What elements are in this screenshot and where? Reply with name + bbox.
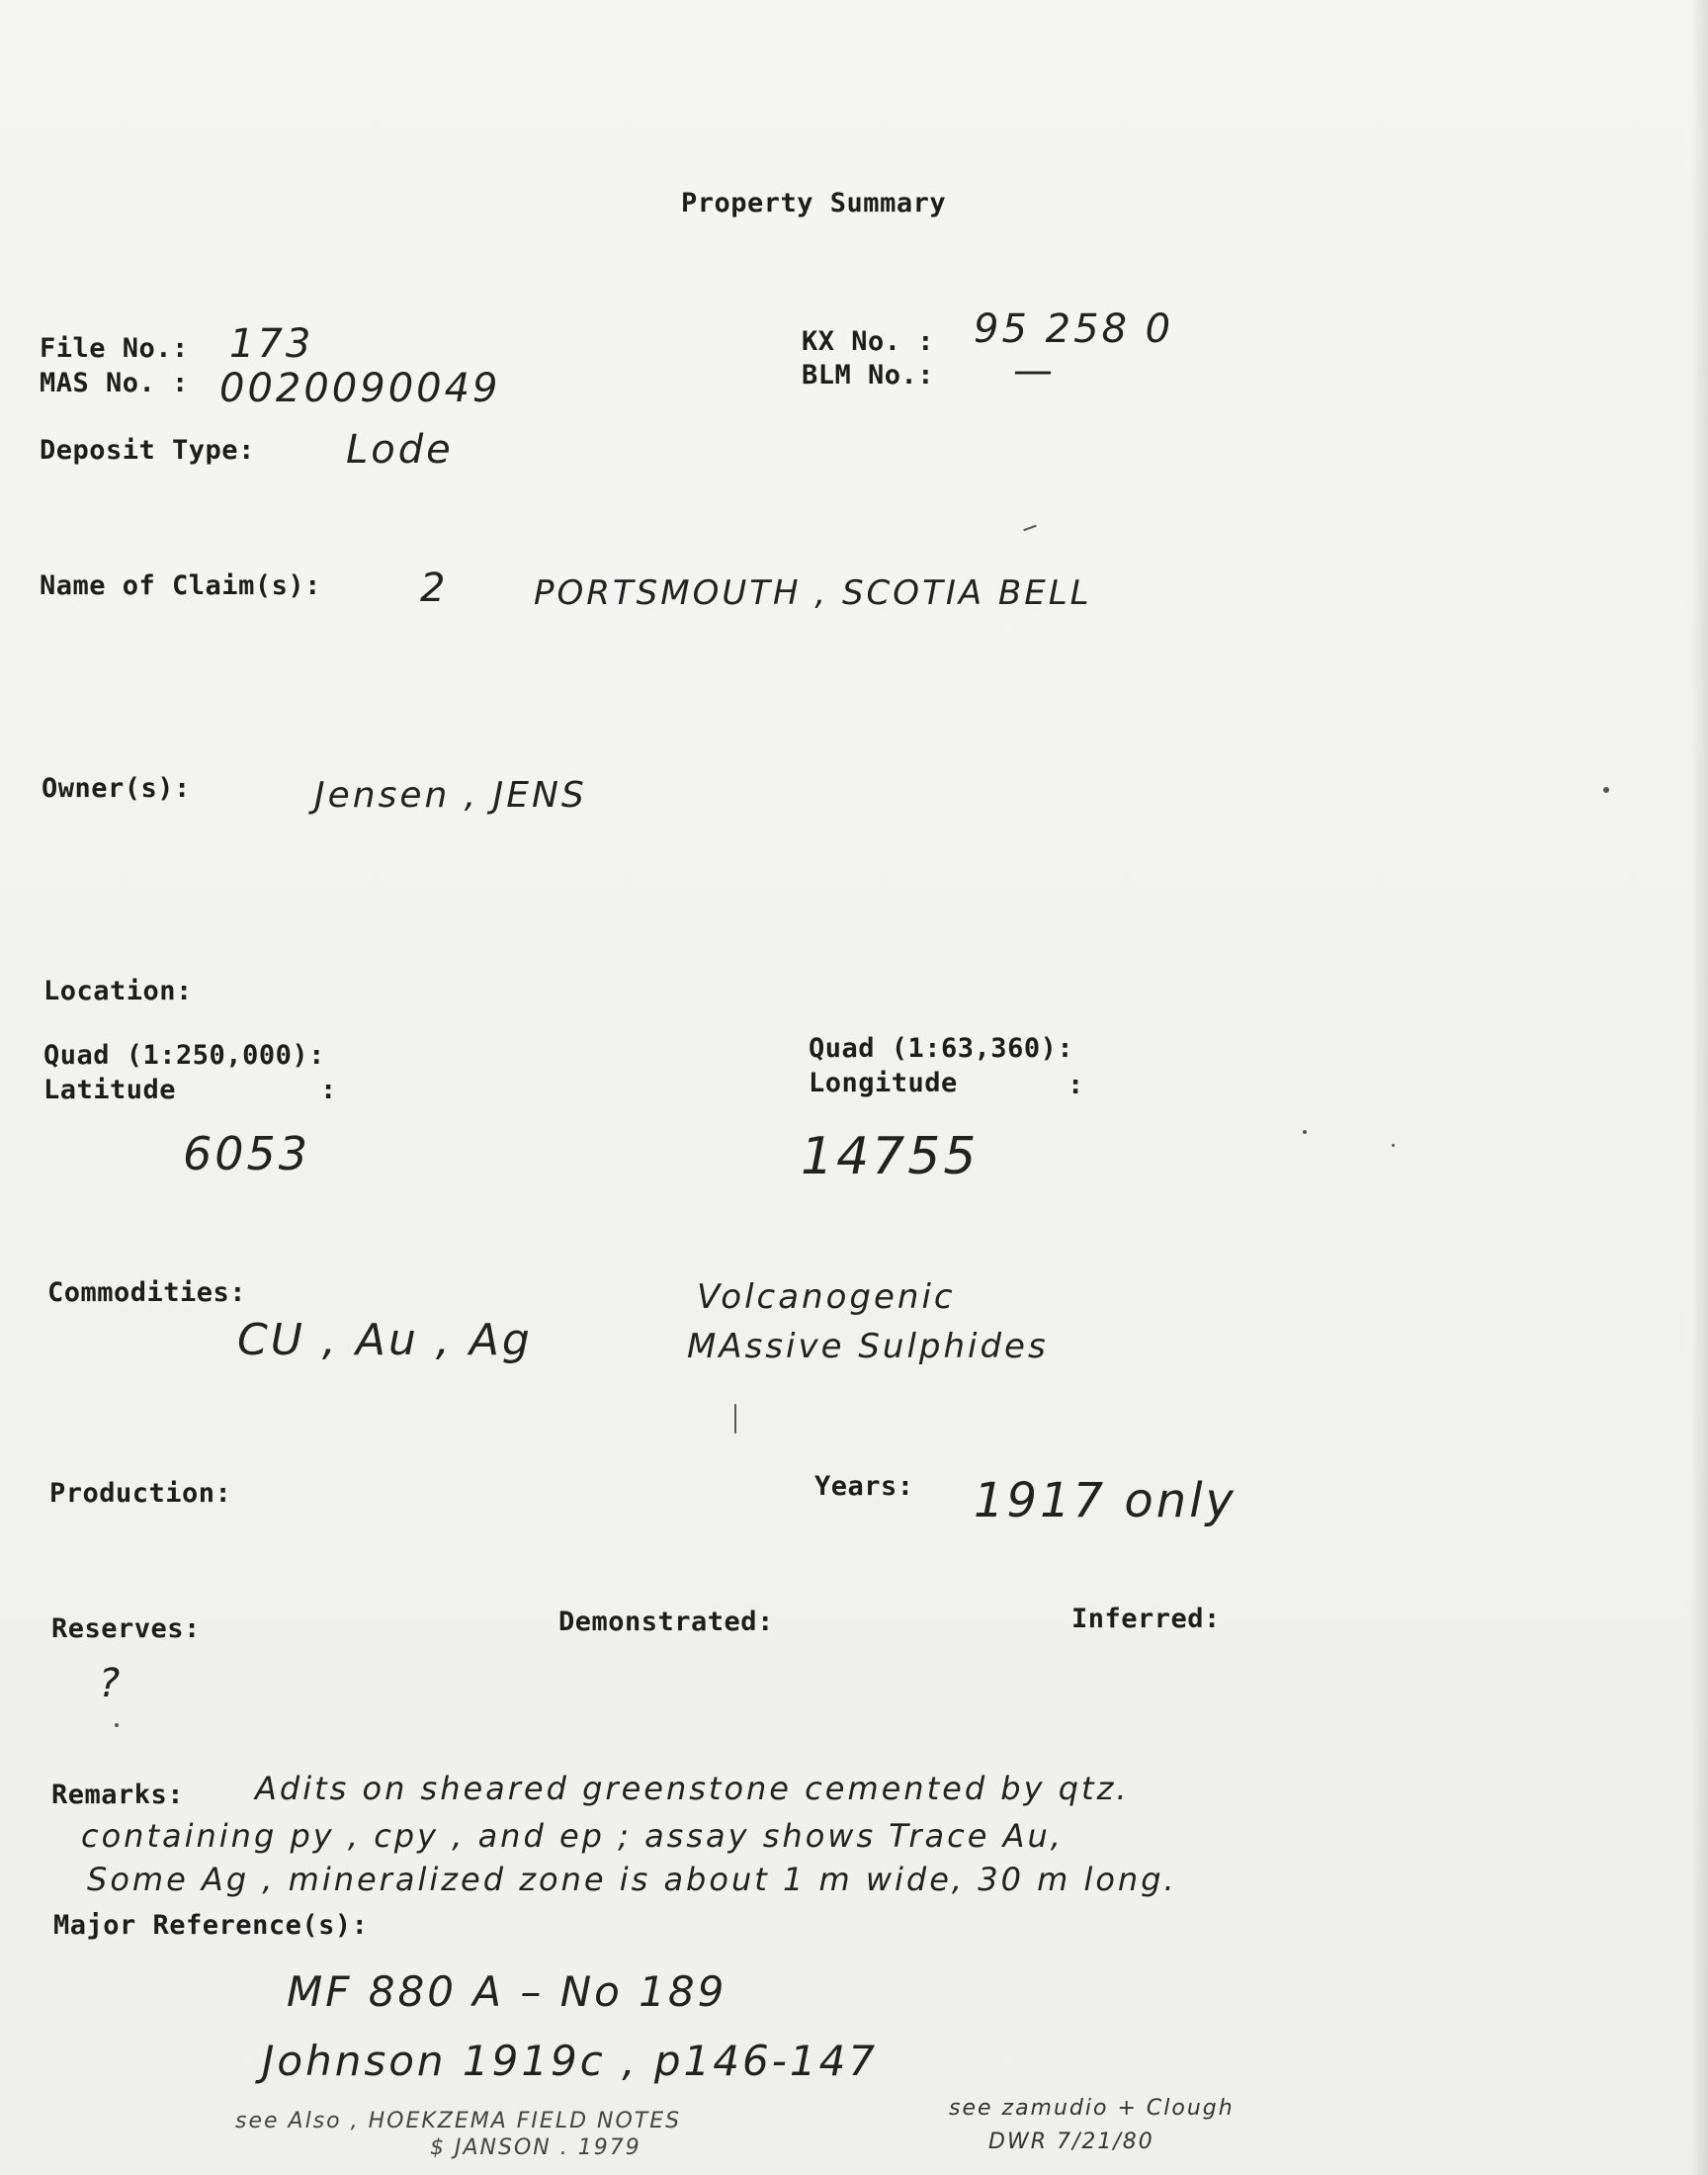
deposit-note-line2: MAssive Sulphides — [687, 1327, 1049, 1366]
reference-1: MF 880 A – No 189 — [287, 1967, 727, 2016]
file-no-value: 173 — [229, 321, 314, 367]
remarks-line1: Adits on sheared greenstone cemented by qtz. — [255, 1770, 1130, 1807]
mas-no-value: 0020090049 — [219, 366, 501, 411]
latitude-colon: : — [320, 1075, 337, 1105]
latitude-label: Latitude — [43, 1075, 177, 1105]
scan-speck — [734, 1404, 736, 1434]
reserves-label: Reserves: — [51, 1613, 201, 1644]
remarks-label: Remarks: — [51, 1780, 185, 1810]
footer-note-left-2: $ JANSON . 1979 — [430, 2135, 641, 2160]
kx-no-label: KX No. : — [802, 326, 935, 357]
longitude-label: Longitude — [809, 1068, 958, 1098]
deposit-note-line1: Volcanogenic — [697, 1277, 956, 1317]
quad-250-label: Quad (1:250,000): — [43, 1040, 325, 1071]
scan-speck — [115, 1723, 119, 1727]
inferred-label: Inferred: — [1071, 1604, 1221, 1634]
claim-number-value: 2 — [420, 566, 449, 611]
major-refs-label: Major Reference(s): — [53, 1910, 369, 1941]
footer-note-right-2: DWR 7/21/80 — [988, 2130, 1154, 2154]
years-label: Years: — [814, 1471, 914, 1502]
scan-speck — [1603, 787, 1609, 793]
claim-names-value: PORTSMOUTH , SCOTIA BELL — [534, 573, 1092, 613]
owners-label: Owner(s): — [42, 773, 191, 804]
scan-speck — [1392, 1144, 1395, 1147]
scan-edge-shadow — [1690, 0, 1708, 2175]
footer-note-left-1: see Also , HOEKZEMA FIELD NOTES — [235, 2109, 682, 2133]
quad-63-label: Quad (1:63,360): — [809, 1033, 1074, 1064]
commodities-value: CU , Au , Ag — [237, 1315, 533, 1365]
longitude-value: 14755 — [801, 1127, 980, 1186]
file-no-label: File No.: — [40, 333, 189, 364]
deposit-type-value: Lode — [346, 427, 454, 473]
years-value: 1917 only — [974, 1473, 1237, 1528]
blm-no-label: BLM No.: — [802, 360, 935, 391]
longitude-colon: : — [1068, 1070, 1084, 1100]
reserves-value: ? — [99, 1661, 124, 1706]
kx-no-value: 95 258 0 — [974, 306, 1174, 352]
remarks-line3: Some Ag , mineralized zone is about 1 m wide, 30 m long. — [87, 1861, 1177, 1898]
blm-no-value: — — [1013, 348, 1056, 393]
scan-speck — [1303, 1130, 1307, 1134]
latitude-value: 6053 — [183, 1127, 311, 1180]
deposit-type-label: Deposit Type: — [40, 435, 255, 466]
production-label: Production: — [49, 1478, 232, 1509]
commodities-label: Commodities: — [47, 1277, 247, 1308]
remarks-line2: containing py , cpy , and ep ; assay shows Trace Au, — [81, 1817, 1064, 1855]
owners-value: Jensen , JENS — [314, 775, 587, 816]
reference-2: Johnson 1919c , p146-147 — [262, 2037, 879, 2085]
claim-names-label: Name of Claim(s): — [40, 570, 321, 601]
demonstrated-label: Demonstrated: — [558, 1607, 774, 1637]
footer-note-right-1: see zamudio + Clough — [949, 2096, 1235, 2121]
page-title: Property Summary — [681, 188, 947, 218]
mas-no-label: MAS No. : — [40, 368, 189, 398]
scan-speck — [1023, 525, 1037, 532]
location-label: Location: — [43, 976, 193, 1006]
